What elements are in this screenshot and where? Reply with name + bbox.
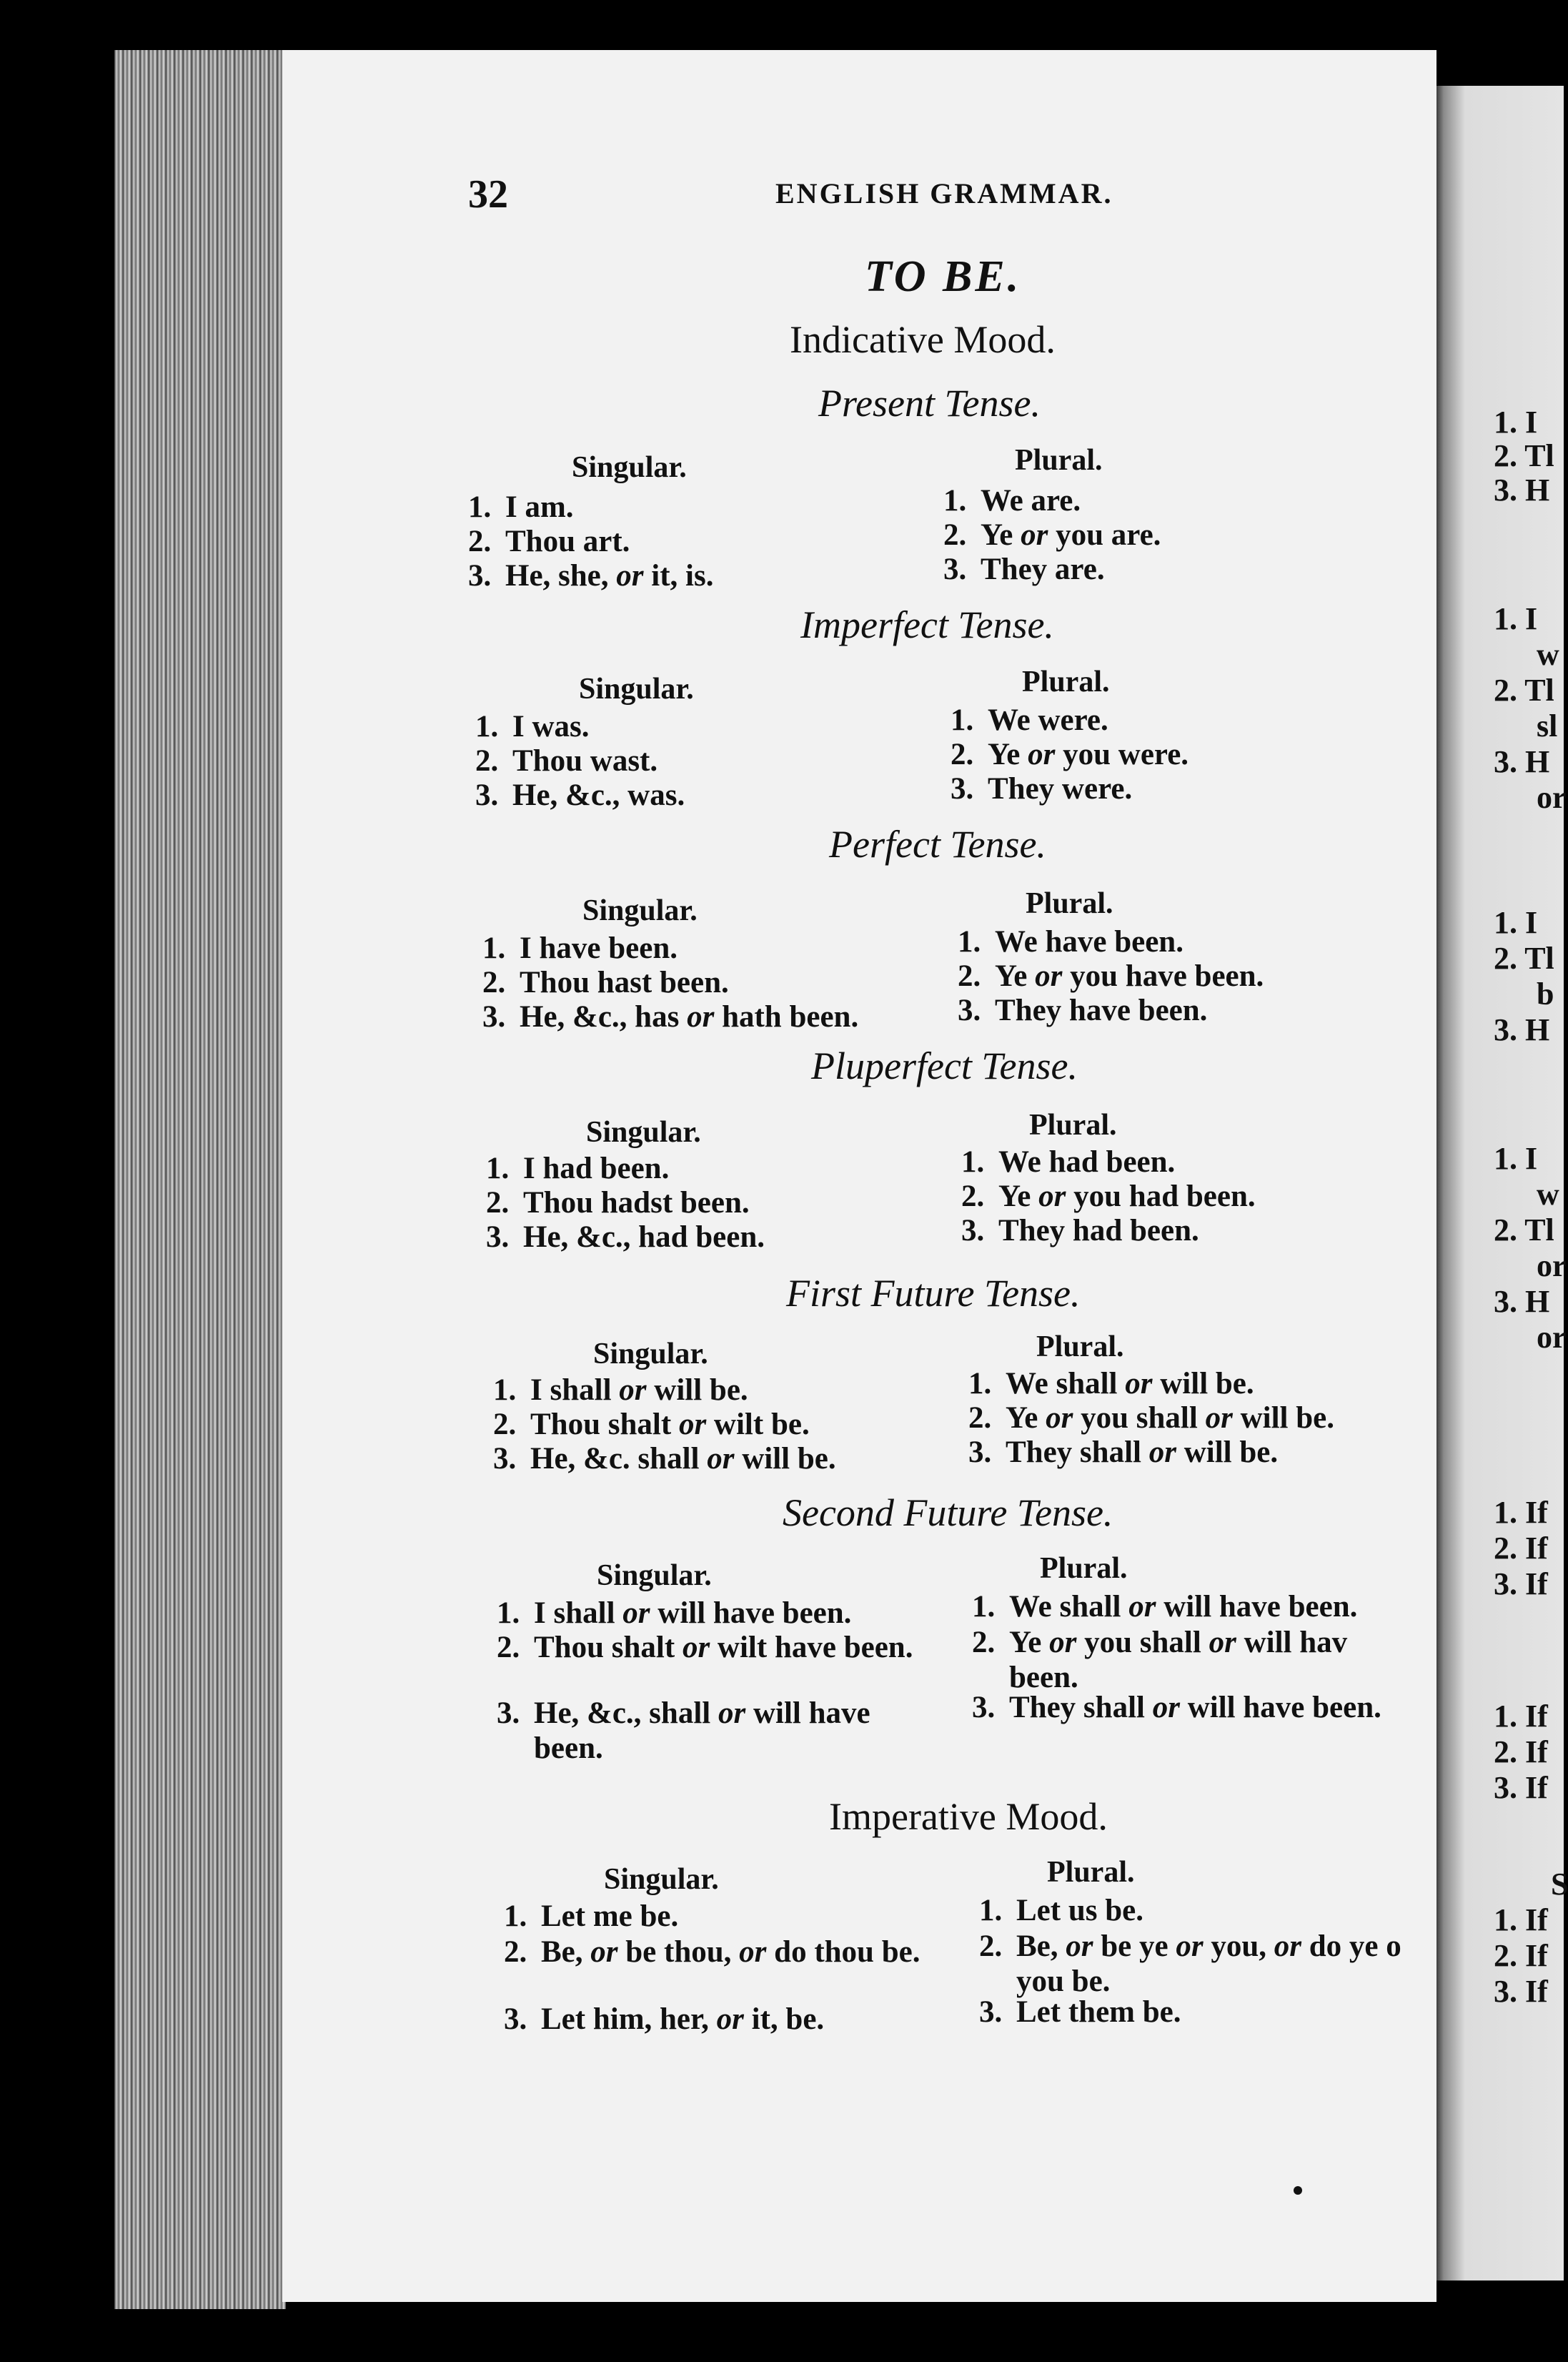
facing-page-fragment: 1. I xyxy=(1494,405,1538,440)
conjugation-text: We were. xyxy=(988,703,1108,737)
plural-row xyxy=(972,1625,1347,1695)
plural-row xyxy=(951,703,1108,738)
facing-page-fragment: 3. If xyxy=(1494,1566,1548,1601)
singular-row xyxy=(504,2002,824,2037)
ink-dot xyxy=(1294,2186,1302,2195)
conjugation-text: They had been. xyxy=(998,1214,1199,1247)
conjugation-text: Thou shalt or wilt have been. xyxy=(534,1631,913,1664)
singular-row xyxy=(475,778,685,813)
book-page-edges xyxy=(114,50,286,2309)
conjugation-text: He, &c., was. xyxy=(512,779,685,812)
person-number: 1. xyxy=(951,703,974,737)
conjugation-text: We shall or will have been. xyxy=(1009,1590,1358,1624)
facing-page-fragment: 1. If xyxy=(1494,1699,1548,1734)
singular-row xyxy=(475,709,590,744)
facing-page-fragment: 1. I xyxy=(1494,905,1538,940)
conjugation-continuation: been. xyxy=(534,1731,603,1765)
page-number: 32 xyxy=(468,172,508,217)
conjugation-text: Ye or you are. xyxy=(981,518,1161,552)
facing-page-fragment: S xyxy=(1551,1867,1568,1902)
plural-row xyxy=(961,1145,1175,1180)
plural-row xyxy=(958,993,1207,1028)
facing-page-fragment: 2. Tl xyxy=(1494,438,1554,473)
person-number: 2. xyxy=(968,1401,992,1435)
singular-row xyxy=(497,1630,913,1665)
plural-heading: Plural. xyxy=(1047,1856,1135,1889)
plural-row xyxy=(972,1690,1381,1725)
singular-heading: Singular. xyxy=(597,1559,712,1592)
person-number: 3. xyxy=(951,772,974,806)
conjugation-text: He, &c., has or hath been. xyxy=(520,1000,859,1034)
imperative-mood-heading: Imperative Mood. xyxy=(829,1795,1108,1838)
person-number: 1. xyxy=(961,1145,985,1179)
conjugation-text: We shall or will be. xyxy=(1006,1367,1254,1400)
tense-heading: Imperfect Tense. xyxy=(800,603,1054,646)
indicative-mood-heading: Indicative Mood. xyxy=(790,318,1056,361)
plural-row xyxy=(943,483,1081,518)
facing-page-fragment: 1. If xyxy=(1494,1495,1548,1530)
person-number: 2. xyxy=(482,966,506,999)
plural-row xyxy=(943,518,1161,553)
person-number: 1. xyxy=(493,1373,517,1407)
singular-row xyxy=(482,999,858,1034)
plural-row xyxy=(951,771,1132,806)
conjugation-text: I shall or will be. xyxy=(530,1373,748,1407)
singular-row xyxy=(482,965,729,1000)
person-number: 3. xyxy=(943,553,967,586)
plural-heading: Plural. xyxy=(1040,1552,1128,1585)
person-number: 3. xyxy=(972,1691,996,1724)
plural-row xyxy=(943,552,1105,587)
facing-page-fragment: 2. Tl xyxy=(1494,941,1554,976)
person-number: 3. xyxy=(961,1214,985,1247)
person-number: 1. xyxy=(979,1894,1003,1927)
person-number: 3. xyxy=(482,1000,506,1034)
singular-heading: Singular. xyxy=(593,1338,708,1370)
person-number: 2. xyxy=(468,525,492,558)
singular-row xyxy=(497,1696,870,1766)
singular-row xyxy=(475,743,658,779)
singular-row xyxy=(504,1899,678,1934)
singular-row xyxy=(468,524,630,559)
conjugation-text: Be, or be thou, or do thou be. xyxy=(541,1935,921,1969)
singular-row xyxy=(493,1407,810,1442)
facing-page-fragment: or xyxy=(1537,780,1567,815)
conjugation-continuation: been. xyxy=(1009,1661,1078,1694)
plural-heading: Plural. xyxy=(1026,887,1113,920)
facing-page-fragment: 3. If xyxy=(1494,1770,1548,1805)
person-number: 3. xyxy=(493,1442,517,1476)
person-number: 2. xyxy=(493,1408,517,1441)
page-title: TO BE. xyxy=(865,252,1022,301)
conjugation-text: Be, or be ye or you, or do ye o xyxy=(1016,1929,1401,1963)
person-number: 2. xyxy=(972,1626,996,1659)
singular-heading: Singular. xyxy=(586,1116,701,1149)
tense-heading: Second Future Tense. xyxy=(783,1491,1113,1534)
conjugation-text: They have been. xyxy=(995,994,1208,1027)
person-number: 1. xyxy=(497,1596,520,1630)
person-number: 3. xyxy=(486,1220,510,1254)
singular-heading: Singular. xyxy=(604,1863,719,1896)
person-number: 2. xyxy=(475,744,499,778)
person-number: 2. xyxy=(486,1186,510,1220)
tense-heading: Perfect Tense. xyxy=(829,823,1046,866)
singular-row xyxy=(486,1151,669,1186)
conjugation-text: I have been. xyxy=(520,932,678,965)
person-number: 1. xyxy=(504,1899,527,1933)
person-number: 2. xyxy=(961,1180,985,1213)
conjugation-text: Ye or you had been. xyxy=(998,1180,1256,1213)
plural-row xyxy=(951,737,1189,772)
plural-row xyxy=(972,1589,1357,1624)
plural-row xyxy=(979,1893,1143,1928)
person-number: 3. xyxy=(497,1696,520,1730)
conjugation-text: He, &c., had been. xyxy=(523,1220,765,1254)
conjugation-text: Ye or you shall or will be. xyxy=(1006,1401,1334,1435)
conjugation-text: I had been. xyxy=(523,1152,670,1185)
plural-row xyxy=(958,924,1184,959)
person-number: 3. xyxy=(504,2002,527,2036)
conjugation-text: Let him, her, or it, be. xyxy=(541,2002,825,2036)
facing-page-fragment: 2. Tl xyxy=(1494,673,1554,708)
conjugation-text: I shall or will have been. xyxy=(534,1596,852,1630)
plural-heading: Plural. xyxy=(1015,444,1103,477)
singular-row xyxy=(468,558,713,593)
conjugation-text: They are. xyxy=(981,553,1105,586)
person-number: 2. xyxy=(979,1929,1003,1963)
singular-row xyxy=(504,1934,920,1970)
plural-heading: Plural. xyxy=(1029,1109,1117,1142)
tense-heading: Present Tense. xyxy=(818,382,1041,425)
conjugation-text: I was. xyxy=(512,710,590,743)
conjugation-text: Thou hast been. xyxy=(520,966,729,999)
plural-row xyxy=(968,1435,1278,1470)
facing-page-fragment: 3. H xyxy=(1494,744,1550,779)
singular-row xyxy=(468,490,574,525)
facing-page-fragment: 1. I xyxy=(1494,601,1538,636)
plural-heading: Plural. xyxy=(1022,666,1110,698)
plural-row xyxy=(968,1400,1334,1436)
facing-page-fragment: w xyxy=(1537,1177,1559,1212)
conjugation-text: Ye or you shall or will hav xyxy=(1009,1626,1348,1659)
plural-row xyxy=(979,1995,1181,2030)
facing-page-fragment: 3. H xyxy=(1494,473,1550,508)
person-number: 3. xyxy=(468,559,492,593)
singular-heading: Singular. xyxy=(579,673,694,706)
singular-heading: Singular. xyxy=(572,451,687,484)
plural-row xyxy=(961,1179,1256,1214)
facing-page-fragment: b xyxy=(1537,977,1554,1012)
facing-page-fragment: 3. If xyxy=(1494,1974,1548,2009)
facing-page-fragment: 2. If xyxy=(1494,1734,1548,1769)
conjugation-text: Let us be. xyxy=(1016,1894,1143,1927)
plural-row xyxy=(979,1929,1401,1999)
singular-row xyxy=(493,1373,748,1408)
conjugation-text: Thou art. xyxy=(505,525,630,558)
person-number: 2. xyxy=(497,1631,520,1664)
conjugation-text: They shall or will be. xyxy=(1006,1436,1279,1469)
singular-heading: Singular. xyxy=(582,894,698,927)
conjugation-text: Ye or you have been. xyxy=(995,959,1264,993)
person-number: 3. xyxy=(968,1436,992,1469)
facing-page-fragment: 2. If xyxy=(1494,1938,1548,1973)
conjugation-text: I am. xyxy=(505,490,574,524)
person-number: 2. xyxy=(958,959,981,993)
conjugation-text: Thou shalt or wilt be. xyxy=(530,1408,810,1441)
plural-row xyxy=(968,1366,1254,1401)
conjugation-text: Thou wast. xyxy=(512,744,658,778)
person-number: 2. xyxy=(951,738,974,771)
person-number: 3. xyxy=(475,779,499,812)
conjugation-text: Thou hadst been. xyxy=(523,1186,750,1220)
facing-page-fragment: or xyxy=(1537,1248,1567,1283)
conjugation-text: We are. xyxy=(981,484,1081,518)
person-number: 2. xyxy=(943,518,967,552)
conjugation-text: Ye or you were. xyxy=(988,738,1189,771)
singular-row xyxy=(497,1596,851,1631)
person-number: 1. xyxy=(482,932,506,965)
facing-page-fragment: 2. Tl xyxy=(1494,1212,1554,1247)
singular-row xyxy=(482,931,678,966)
conjugation-text: They shall or will have been. xyxy=(1009,1691,1381,1724)
tense-heading: First Future Tense. xyxy=(786,1272,1081,1315)
plural-heading: Plural. xyxy=(1036,1330,1124,1363)
facing-page-fragment: 3. H xyxy=(1494,1284,1550,1319)
conjugation-text: Let them be. xyxy=(1016,1995,1181,2029)
person-number: 1. xyxy=(968,1367,992,1400)
conjugation-text: He, she, or it, is. xyxy=(505,559,714,593)
facing-page-fragment: w xyxy=(1537,637,1559,672)
person-number: 1. xyxy=(475,710,499,743)
singular-row xyxy=(486,1185,750,1220)
conjugation-text: We had been. xyxy=(998,1145,1176,1179)
plural-row xyxy=(958,959,1264,994)
facing-page-fragment: or xyxy=(1537,1320,1567,1355)
person-number: 1. xyxy=(943,484,967,518)
person-number: 1. xyxy=(972,1590,996,1624)
facing-page-fragment: 2. If xyxy=(1494,1531,1548,1566)
plural-row xyxy=(961,1213,1199,1248)
person-number: 1. xyxy=(486,1152,510,1185)
facing-page-fragment: 1. If xyxy=(1494,1902,1548,1937)
facing-page-fragment: 1. I xyxy=(1494,1141,1538,1176)
conjugation-text: Let me be. xyxy=(541,1899,679,1933)
conjugation-continuation: you be. xyxy=(1016,1965,1111,1998)
conjugation-text: We have been. xyxy=(995,925,1184,959)
person-number: 1. xyxy=(468,490,492,524)
facing-page-fragment: sl xyxy=(1537,708,1558,743)
running-header: ENGLISH GRAMMAR. xyxy=(775,177,1113,209)
person-number: 3. xyxy=(979,1995,1003,2029)
singular-row xyxy=(493,1441,836,1476)
conjugation-text: He, &c. shall or will be. xyxy=(530,1442,836,1476)
conjugation-text: They were. xyxy=(988,772,1133,806)
person-number: 1. xyxy=(958,925,981,959)
conjugation-text: He, &c., shall or will have xyxy=(534,1696,870,1730)
singular-row xyxy=(486,1220,765,1255)
person-number: 3. xyxy=(958,994,981,1027)
tense-heading: Pluperfect Tense. xyxy=(811,1044,1078,1087)
person-number: 2. xyxy=(504,1935,527,1969)
facing-page-fragment: 3. H xyxy=(1494,1012,1550,1047)
